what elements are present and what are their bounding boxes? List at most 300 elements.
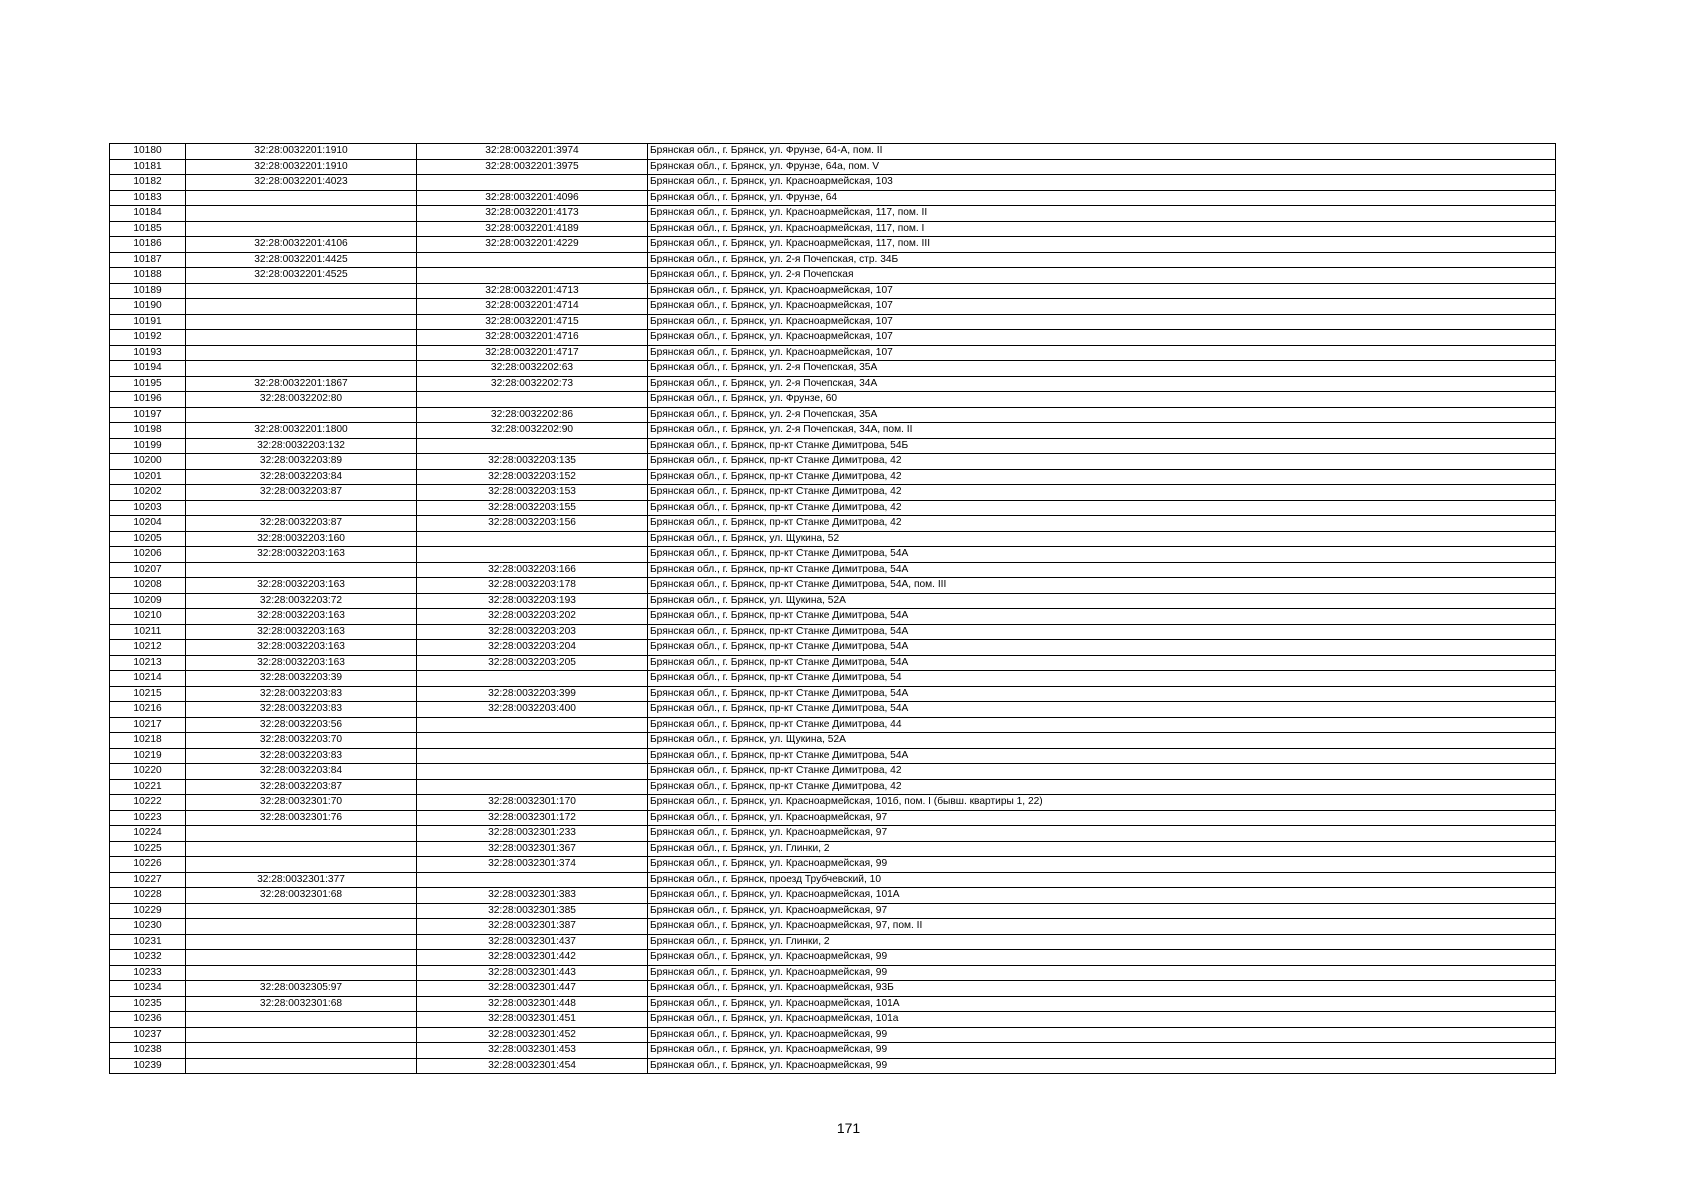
parent-cadastral-number-cell: 32:28:0032201:4106 <box>186 237 417 253</box>
table-row <box>110 376 1556 392</box>
address-cell: Брянская обл., г. Брянск, ул. Щукина, 52А <box>648 733 1556 749</box>
table-row <box>110 686 1556 702</box>
address-cell: Брянская обл., г. Брянск, проезд Трубчевский, 10 <box>648 872 1556 888</box>
page-number: 171 <box>836 1120 861 1136</box>
table-row <box>110 361 1556 377</box>
table-row <box>110 221 1556 237</box>
table-row <box>110 1012 1556 1028</box>
address-cell: Брянская обл., г. Брянск, пр-кт Станке Димитрова, 54 <box>648 671 1556 687</box>
table-row <box>110 609 1556 625</box>
parent-cadastral-number-cell: 32:28:0032201:4425 <box>186 252 417 268</box>
cadastral-number-cell: 32:28:0032201:4173 <box>417 206 648 222</box>
parent-cadastral-number-cell: 32:28:0032203:72 <box>186 593 417 609</box>
row-number-cell: 10182 <box>110 175 186 191</box>
parent-cadastral-number-cell <box>186 314 417 330</box>
cadastral-number-cell: 32:28:0032301:454 <box>417 1058 648 1074</box>
address-cell: Брянская обл., г. Брянск, ул. Красноармейская, 99 <box>648 965 1556 981</box>
row-number-cell: 10184 <box>110 206 186 222</box>
cadastral-number-cell: 32:28:0032203:152 <box>417 469 648 485</box>
row-number-cell: 10183 <box>110 190 186 206</box>
parent-cadastral-number-cell: 32:28:0032203:87 <box>186 779 417 795</box>
table-row <box>110 268 1556 284</box>
parent-cadastral-number-cell <box>186 965 417 981</box>
table-row <box>110 779 1556 795</box>
address-cell: Брянская обл., г. Брянск, пр-кт Станке Димитрова, 54А, пом. III <box>648 578 1556 594</box>
row-number-cell: 10221 <box>110 779 186 795</box>
table-row <box>110 702 1556 718</box>
table-row <box>110 314 1556 330</box>
table-row <box>110 562 1556 578</box>
table-row <box>110 237 1556 253</box>
address-cell: Брянская обл., г. Брянск, пр-кт Станке Димитрова, 42 <box>648 500 1556 516</box>
row-number-cell: 10207 <box>110 562 186 578</box>
parent-cadastral-number-cell <box>186 283 417 299</box>
address-cell: Брянская обл., г. Брянск, ул. Красноармейская, 97 <box>648 810 1556 826</box>
row-number-cell: 10206 <box>110 547 186 563</box>
cadastral-number-cell: 32:28:0032203:399 <box>417 686 648 702</box>
table-row <box>110 655 1556 671</box>
row-number-cell: 10205 <box>110 531 186 547</box>
cadastral-number-cell <box>417 779 648 795</box>
address-cell: Брянская обл., г. Брянск, ул. Красноармейская, 107 <box>648 345 1556 361</box>
address-cell: Брянская обл., г. Брянск, ул. Красноармейская, 97 <box>648 903 1556 919</box>
address-cell: Брянская обл., г. Брянск, пр-кт Станке Димитрова, 54А <box>648 562 1556 578</box>
parent-cadastral-number-cell: 32:28:0032301:68 <box>186 996 417 1012</box>
table-row <box>110 888 1556 904</box>
parent-cadastral-number-cell: 32:28:0032201:1800 <box>186 423 417 439</box>
table-row <box>110 857 1556 873</box>
row-number-cell: 10197 <box>110 407 186 423</box>
row-number-cell: 10190 <box>110 299 186 315</box>
cadastral-number-cell <box>417 547 648 563</box>
row-number-cell: 10211 <box>110 624 186 640</box>
cadastral-number-cell: 32:28:0032201:4717 <box>417 345 648 361</box>
table-row <box>110 593 1556 609</box>
registry-table-body <box>110 144 1556 1074</box>
parent-cadastral-number-cell: 32:28:0032201:1867 <box>186 376 417 392</box>
table-row <box>110 764 1556 780</box>
registry-sheet <box>109 143 1555 1074</box>
table-row <box>110 795 1556 811</box>
table-row <box>110 500 1556 516</box>
row-number-cell: 10200 <box>110 454 186 470</box>
address-cell: Брянская обл., г. Брянск, ул. Красноармейская, 93Б <box>648 981 1556 997</box>
address-cell: Брянская обл., г. Брянск, ул. Красноармейская, 101А <box>648 996 1556 1012</box>
cadastral-number-cell <box>417 748 648 764</box>
parent-cadastral-number-cell: 32:28:0032203:163 <box>186 578 417 594</box>
address-cell: Брянская обл., г. Брянск, ул. Красноармейская, 107 <box>648 314 1556 330</box>
row-number-cell: 10219 <box>110 748 186 764</box>
address-cell: Брянская обл., г. Брянск, пр-кт Станке Димитрова, 42 <box>648 779 1556 795</box>
table-row <box>110 733 1556 749</box>
row-number-cell: 10180 <box>110 144 186 160</box>
parent-cadastral-number-cell: 32:28:0032203:39 <box>186 671 417 687</box>
row-number-cell: 10223 <box>110 810 186 826</box>
table-row <box>110 1043 1556 1059</box>
cadastral-number-cell: 32:28:0032301:233 <box>417 826 648 842</box>
row-number-cell: 10213 <box>110 655 186 671</box>
row-number-cell: 10222 <box>110 795 186 811</box>
table-row <box>110 1058 1556 1074</box>
cadastral-number-cell: 32:28:0032301:385 <box>417 903 648 919</box>
parent-cadastral-number-cell: 32:28:0032203:160 <box>186 531 417 547</box>
address-cell: Брянская обл., г. Брянск, пр-кт Станке Димитрова, 54А <box>648 702 1556 718</box>
table-row <box>110 175 1556 191</box>
table-row <box>110 996 1556 1012</box>
address-cell: Брянская обл., г. Брянск, ул. Красноармейская, 101а <box>648 1012 1556 1028</box>
parent-cadastral-number-cell <box>186 562 417 578</box>
row-number-cell: 10232 <box>110 950 186 966</box>
cadastral-number-cell: 32:28:0032202:90 <box>417 423 648 439</box>
parent-cadastral-number-cell: 32:28:0032201:1910 <box>186 159 417 175</box>
table-row <box>110 981 1556 997</box>
row-number-cell: 10224 <box>110 826 186 842</box>
cadastral-number-cell: 32:28:0032201:4713 <box>417 283 648 299</box>
parent-cadastral-number-cell: 32:28:0032203:87 <box>186 516 417 532</box>
row-number-cell: 10181 <box>110 159 186 175</box>
table-row <box>110 438 1556 454</box>
cadastral-number-cell: 32:28:0032201:4714 <box>417 299 648 315</box>
cadastral-number-cell <box>417 268 648 284</box>
parent-cadastral-number-cell: 32:28:0032201:4023 <box>186 175 417 191</box>
table-row <box>110 283 1556 299</box>
address-cell: Брянская обл., г. Брянск, ул. Фрунзе, 64а, пом. V <box>648 159 1556 175</box>
table-row <box>110 919 1556 935</box>
cadastral-number-cell: 32:28:0032203:135 <box>417 454 648 470</box>
cadastral-number-cell: 32:28:0032301:437 <box>417 934 648 950</box>
address-cell: Брянская обл., г. Брянск, ул. Щукина, 52А <box>648 593 1556 609</box>
address-cell: Брянская обл., г. Брянск, ул. Красноармейская, 97 <box>648 826 1556 842</box>
table-row <box>110 485 1556 501</box>
parent-cadastral-number-cell: 32:28:0032203:56 <box>186 717 417 733</box>
address-cell: Брянская обл., г. Брянск, ул. Красноармейская, 107 <box>648 299 1556 315</box>
row-number-cell: 10214 <box>110 671 186 687</box>
cadastral-number-cell <box>417 872 648 888</box>
cadastral-number-cell: 32:28:0032203:178 <box>417 578 648 594</box>
table-row <box>110 1027 1556 1043</box>
parent-cadastral-number-cell <box>186 903 417 919</box>
cadastral-number-cell: 32:28:0032203:156 <box>417 516 648 532</box>
row-number-cell: 10186 <box>110 237 186 253</box>
address-cell: Брянская обл., г. Брянск, ул. Красноармейская, 99 <box>648 1058 1556 1074</box>
address-cell: Брянская обл., г. Брянск, пр-кт Станке Димитрова, 54А <box>648 655 1556 671</box>
cadastral-number-cell: 32:28:0032203:204 <box>417 640 648 656</box>
address-cell: Брянская обл., г. Брянск, пр-кт Станке Димитрова, 54А <box>648 748 1556 764</box>
parent-cadastral-number-cell <box>186 1027 417 1043</box>
parent-cadastral-number-cell <box>186 221 417 237</box>
cadastral-number-cell: 32:28:0032201:4716 <box>417 330 648 346</box>
parent-cadastral-number-cell <box>186 857 417 873</box>
table-row <box>110 903 1556 919</box>
table-row <box>110 159 1556 175</box>
address-cell: Брянская обл., г. Брянск, пр-кт Станке Димитрова, 54А <box>648 547 1556 563</box>
parent-cadastral-number-cell <box>186 345 417 361</box>
parent-cadastral-number-cell <box>186 299 417 315</box>
parent-cadastral-number-cell: 32:28:0032203:83 <box>186 686 417 702</box>
table-row <box>110 469 1556 485</box>
row-number-cell: 10199 <box>110 438 186 454</box>
parent-cadastral-number-cell: 32:28:0032202:80 <box>186 392 417 408</box>
row-number-cell: 10231 <box>110 934 186 950</box>
cadastral-number-cell: 32:28:0032201:3975 <box>417 159 648 175</box>
cadastral-number-cell: 32:28:0032201:4229 <box>417 237 648 253</box>
row-number-cell: 10233 <box>110 965 186 981</box>
row-number-cell: 10201 <box>110 469 186 485</box>
address-cell: Брянская обл., г. Брянск, ул. 2-я Почепская, 34А, пом. II <box>648 423 1556 439</box>
cadastral-number-cell <box>417 717 648 733</box>
row-number-cell: 10208 <box>110 578 186 594</box>
cadastral-number-cell: 32:28:0032202:86 <box>417 407 648 423</box>
cadastral-number-cell: 32:28:0032301:451 <box>417 1012 648 1028</box>
table-row <box>110 190 1556 206</box>
address-cell: Брянская обл., г. Брянск, ул. Красноармейская, 107 <box>648 330 1556 346</box>
address-cell: Брянская обл., г. Брянск, ул. Фрунзе, 64-А, пом. II <box>648 144 1556 160</box>
address-cell: Брянская обл., г. Брянск, ул. Глинки, 2 <box>648 934 1556 950</box>
row-number-cell: 10202 <box>110 485 186 501</box>
row-number-cell: 10209 <box>110 593 186 609</box>
address-cell: Брянская обл., г. Брянск, ул. 2-я Почепская, 35А <box>648 407 1556 423</box>
row-number-cell: 10185 <box>110 221 186 237</box>
address-cell: Брянская обл., г. Брянск, ул. Красноармейская, 99 <box>648 1027 1556 1043</box>
cadastral-number-cell: 32:28:0032203:400 <box>417 702 648 718</box>
parent-cadastral-number-cell <box>186 826 417 842</box>
address-cell: Брянская обл., г. Брянск, пр-кт Станке Димитрова, 42 <box>648 516 1556 532</box>
parent-cadastral-number-cell: 32:28:0032301:68 <box>186 888 417 904</box>
row-number-cell: 10235 <box>110 996 186 1012</box>
parent-cadastral-number-cell: 32:28:0032203:89 <box>186 454 417 470</box>
cadastral-number-cell <box>417 438 648 454</box>
row-number-cell: 10189 <box>110 283 186 299</box>
parent-cadastral-number-cell <box>186 934 417 950</box>
table-row <box>110 531 1556 547</box>
row-number-cell: 10237 <box>110 1027 186 1043</box>
table-row <box>110 454 1556 470</box>
cadastral-number-cell <box>417 252 648 268</box>
address-cell: Брянская обл., г. Брянск, ул. Щукина, 52 <box>648 531 1556 547</box>
cadastral-number-cell: 32:28:0032301:374 <box>417 857 648 873</box>
parent-cadastral-number-cell <box>186 1058 417 1074</box>
address-cell: Брянская обл., г. Брянск, ул. 2-я Почепская, 35А <box>648 361 1556 377</box>
table-row <box>110 748 1556 764</box>
row-number-cell: 10194 <box>110 361 186 377</box>
row-number-cell: 10228 <box>110 888 186 904</box>
address-cell: Брянская обл., г. Брянск, ул. 2-я Почепская, стр. 34Б <box>648 252 1556 268</box>
row-number-cell: 10218 <box>110 733 186 749</box>
address-cell: Брянская обл., г. Брянск, ул. 2-я Почепская, 34А <box>648 376 1556 392</box>
row-number-cell: 10227 <box>110 872 186 888</box>
cadastral-number-cell: 32:28:0032301:383 <box>417 888 648 904</box>
cadastral-number-cell: 32:28:0032301:170 <box>417 795 648 811</box>
table-row <box>110 345 1556 361</box>
row-number-cell: 10195 <box>110 376 186 392</box>
table-row <box>110 299 1556 315</box>
table-row <box>110 950 1556 966</box>
row-number-cell: 10187 <box>110 252 186 268</box>
row-number-cell: 10198 <box>110 423 186 439</box>
cadastral-number-cell: 32:28:0032301:387 <box>417 919 648 935</box>
row-number-cell: 10196 <box>110 392 186 408</box>
parent-cadastral-number-cell: 32:28:0032203:163 <box>186 547 417 563</box>
parent-cadastral-number-cell: 32:28:0032203:87 <box>186 485 417 501</box>
parent-cadastral-number-cell: 32:28:0032203:84 <box>186 764 417 780</box>
row-number-cell: 10188 <box>110 268 186 284</box>
cadastral-number-cell: 32:28:0032203:203 <box>417 624 648 640</box>
cadastral-number-cell: 32:28:0032301:172 <box>417 810 648 826</box>
row-number-cell: 10236 <box>110 1012 186 1028</box>
cadastral-number-cell: 32:28:0032301:442 <box>417 950 648 966</box>
table-row <box>110 252 1556 268</box>
row-number-cell: 10192 <box>110 330 186 346</box>
cadastral-number-cell: 32:28:0032301:447 <box>417 981 648 997</box>
table-row <box>110 934 1556 950</box>
row-number-cell: 10215 <box>110 686 186 702</box>
row-number-cell: 10204 <box>110 516 186 532</box>
parent-cadastral-number-cell <box>186 330 417 346</box>
table-row <box>110 624 1556 640</box>
parent-cadastral-number-cell: 32:28:0032203:83 <box>186 702 417 718</box>
parent-cadastral-number-cell: 32:28:0032305:97 <box>186 981 417 997</box>
table-row <box>110 872 1556 888</box>
cadastral-number-cell: 32:28:0032201:4096 <box>417 190 648 206</box>
address-cell: Брянская обл., г. Брянск, ул. Красноармейская, 117, пом. I <box>648 221 1556 237</box>
address-cell: Брянская обл., г. Брянск, ул. Красноармейская, 99 <box>648 857 1556 873</box>
table-row <box>110 392 1556 408</box>
parent-cadastral-number-cell: 32:28:0032301:76 <box>186 810 417 826</box>
row-number-cell: 10217 <box>110 717 186 733</box>
address-cell: Брянская обл., г. Брянск, пр-кт Станке Димитрова, 54А <box>648 640 1556 656</box>
parent-cadastral-number-cell: 32:28:0032203:132 <box>186 438 417 454</box>
address-cell: Брянская обл., г. Брянск, ул. Красноармейская, 103 <box>648 175 1556 191</box>
row-number-cell: 10191 <box>110 314 186 330</box>
address-cell: Брянская обл., г. Брянск, пр-кт Станке Димитрова, 54А <box>648 624 1556 640</box>
parent-cadastral-number-cell <box>186 407 417 423</box>
row-number-cell: 10220 <box>110 764 186 780</box>
address-cell: Брянская обл., г. Брянск, ул. Красноармейская, 117, пом. III <box>648 237 1556 253</box>
table-row <box>110 578 1556 594</box>
parent-cadastral-number-cell: 32:28:0032203:83 <box>186 748 417 764</box>
address-cell: Брянская обл., г. Брянск, ул. 2-я Почепская <box>648 268 1556 284</box>
table-row <box>110 671 1556 687</box>
parent-cadastral-number-cell <box>186 1012 417 1028</box>
cadastral-number-cell: 32:28:0032201:4715 <box>417 314 648 330</box>
row-number-cell: 10193 <box>110 345 186 361</box>
cadastral-number-cell: 32:28:0032203:153 <box>417 485 648 501</box>
parent-cadastral-number-cell: 32:28:0032301:377 <box>186 872 417 888</box>
address-cell: Брянская обл., г. Брянск, ул. Красноармейская, 97, пом. II <box>648 919 1556 935</box>
row-number-cell: 10216 <box>110 702 186 718</box>
table-row <box>110 423 1556 439</box>
parent-cadastral-number-cell: 32:28:0032203:84 <box>186 469 417 485</box>
cadastral-number-cell: 32:28:0032203:155 <box>417 500 648 516</box>
parent-cadastral-number-cell: 32:28:0032203:163 <box>186 609 417 625</box>
table-row <box>110 547 1556 563</box>
cadastral-number-cell: 32:28:0032301:367 <box>417 841 648 857</box>
parent-cadastral-number-cell: 32:28:0032203:163 <box>186 655 417 671</box>
address-cell: Брянская обл., г. Брянск, пр-кт Станке Димитрова, 42 <box>648 469 1556 485</box>
parent-cadastral-number-cell <box>186 206 417 222</box>
registry-table <box>109 143 1556 1074</box>
row-number-cell: 10203 <box>110 500 186 516</box>
parent-cadastral-number-cell: 32:28:0032203:163 <box>186 624 417 640</box>
parent-cadastral-number-cell <box>186 841 417 857</box>
cadastral-number-cell <box>417 764 648 780</box>
cadastral-number-cell: 32:28:0032203:202 <box>417 609 648 625</box>
parent-cadastral-number-cell: 32:28:0032201:4525 <box>186 268 417 284</box>
cadastral-number-cell: 32:28:0032202:63 <box>417 361 648 377</box>
cadastral-number-cell <box>417 733 648 749</box>
address-cell: Брянская обл., г. Брянск, пр-кт Станке Димитрова, 54А <box>648 609 1556 625</box>
parent-cadastral-number-cell <box>186 500 417 516</box>
cadastral-number-cell: 32:28:0032301:443 <box>417 965 648 981</box>
parent-cadastral-number-cell <box>186 919 417 935</box>
address-cell: Брянская обл., г. Брянск, ул. Красноармейская, 117, пом. II <box>648 206 1556 222</box>
parent-cadastral-number-cell <box>186 361 417 377</box>
address-cell: Брянская обл., г. Брянск, ул. Красноармейская, 99 <box>648 950 1556 966</box>
cadastral-number-cell <box>417 392 648 408</box>
row-number-cell: 10234 <box>110 981 186 997</box>
table-row <box>110 144 1556 160</box>
address-cell: Брянская обл., г. Брянск, ул. Фрунзе, 64 <box>648 190 1556 206</box>
cadastral-number-cell: 32:28:0032203:193 <box>417 593 648 609</box>
address-cell: Брянская обл., г. Брянск, пр-кт Станке Димитрова, 54А <box>648 686 1556 702</box>
cadastral-number-cell: 32:28:0032201:4189 <box>417 221 648 237</box>
cadastral-number-cell: 32:28:0032202:73 <box>417 376 648 392</box>
row-number-cell: 10226 <box>110 857 186 873</box>
table-row <box>110 826 1556 842</box>
address-cell: Брянская обл., г. Брянск, ул. Красноармейская, 107 <box>648 283 1556 299</box>
cadastral-number-cell: 32:28:0032301:452 <box>417 1027 648 1043</box>
address-cell: Брянская обл., г. Брянск, ул. Красноармейская, 101А <box>648 888 1556 904</box>
address-cell: Брянская обл., г. Брянск, ул. Фрунзе, 60 <box>648 392 1556 408</box>
parent-cadastral-number-cell: 32:28:0032301:70 <box>186 795 417 811</box>
table-row <box>110 717 1556 733</box>
row-number-cell: 10212 <box>110 640 186 656</box>
address-cell: Брянская обл., г. Брянск, пр-кт Станке Димитрова, 42 <box>648 764 1556 780</box>
parent-cadastral-number-cell <box>186 950 417 966</box>
table-row <box>110 640 1556 656</box>
parent-cadastral-number-cell <box>186 1043 417 1059</box>
address-cell: Брянская обл., г. Брянск, пр-кт Станке Димитрова, 54Б <box>648 438 1556 454</box>
address-cell: Брянская обл., г. Брянск, ул. Красноармейская, 99 <box>648 1043 1556 1059</box>
table-row <box>110 965 1556 981</box>
table-row <box>110 330 1556 346</box>
row-number-cell: 10229 <box>110 903 186 919</box>
cadastral-number-cell: 32:28:0032203:166 <box>417 562 648 578</box>
address-cell: Брянская обл., г. Брянск, пр-кт Станке Димитрова, 44 <box>648 717 1556 733</box>
table-row <box>110 810 1556 826</box>
table-row <box>110 841 1556 857</box>
address-cell: Брянская обл., г. Брянск, пр-кт Станке Димитрова, 42 <box>648 485 1556 501</box>
cadastral-number-cell: 32:28:0032203:205 <box>417 655 648 671</box>
cadastral-number-cell: 32:28:0032201:3974 <box>417 144 648 160</box>
cadastral-number-cell: 32:28:0032301:453 <box>417 1043 648 1059</box>
table-row <box>110 206 1556 222</box>
row-number-cell: 10230 <box>110 919 186 935</box>
row-number-cell: 10239 <box>110 1058 186 1074</box>
cadastral-number-cell <box>417 175 648 191</box>
row-number-cell: 10238 <box>110 1043 186 1059</box>
cadastral-number-cell <box>417 531 648 547</box>
cadastral-number-cell: 32:28:0032301:448 <box>417 996 648 1012</box>
parent-cadastral-number-cell: 32:28:0032203:163 <box>186 640 417 656</box>
table-row <box>110 516 1556 532</box>
parent-cadastral-number-cell <box>186 190 417 206</box>
cadastral-number-cell <box>417 671 648 687</box>
address-cell: Брянская обл., г. Брянск, ул. Красноармейская, 101б, пом. I (бывш. квартиры 1, 22) <box>648 795 1556 811</box>
parent-cadastral-number-cell: 32:28:0032201:1910 <box>186 144 417 160</box>
address-cell: Брянская обл., г. Брянск, пр-кт Станке Димитрова, 42 <box>648 454 1556 470</box>
table-row <box>110 407 1556 423</box>
